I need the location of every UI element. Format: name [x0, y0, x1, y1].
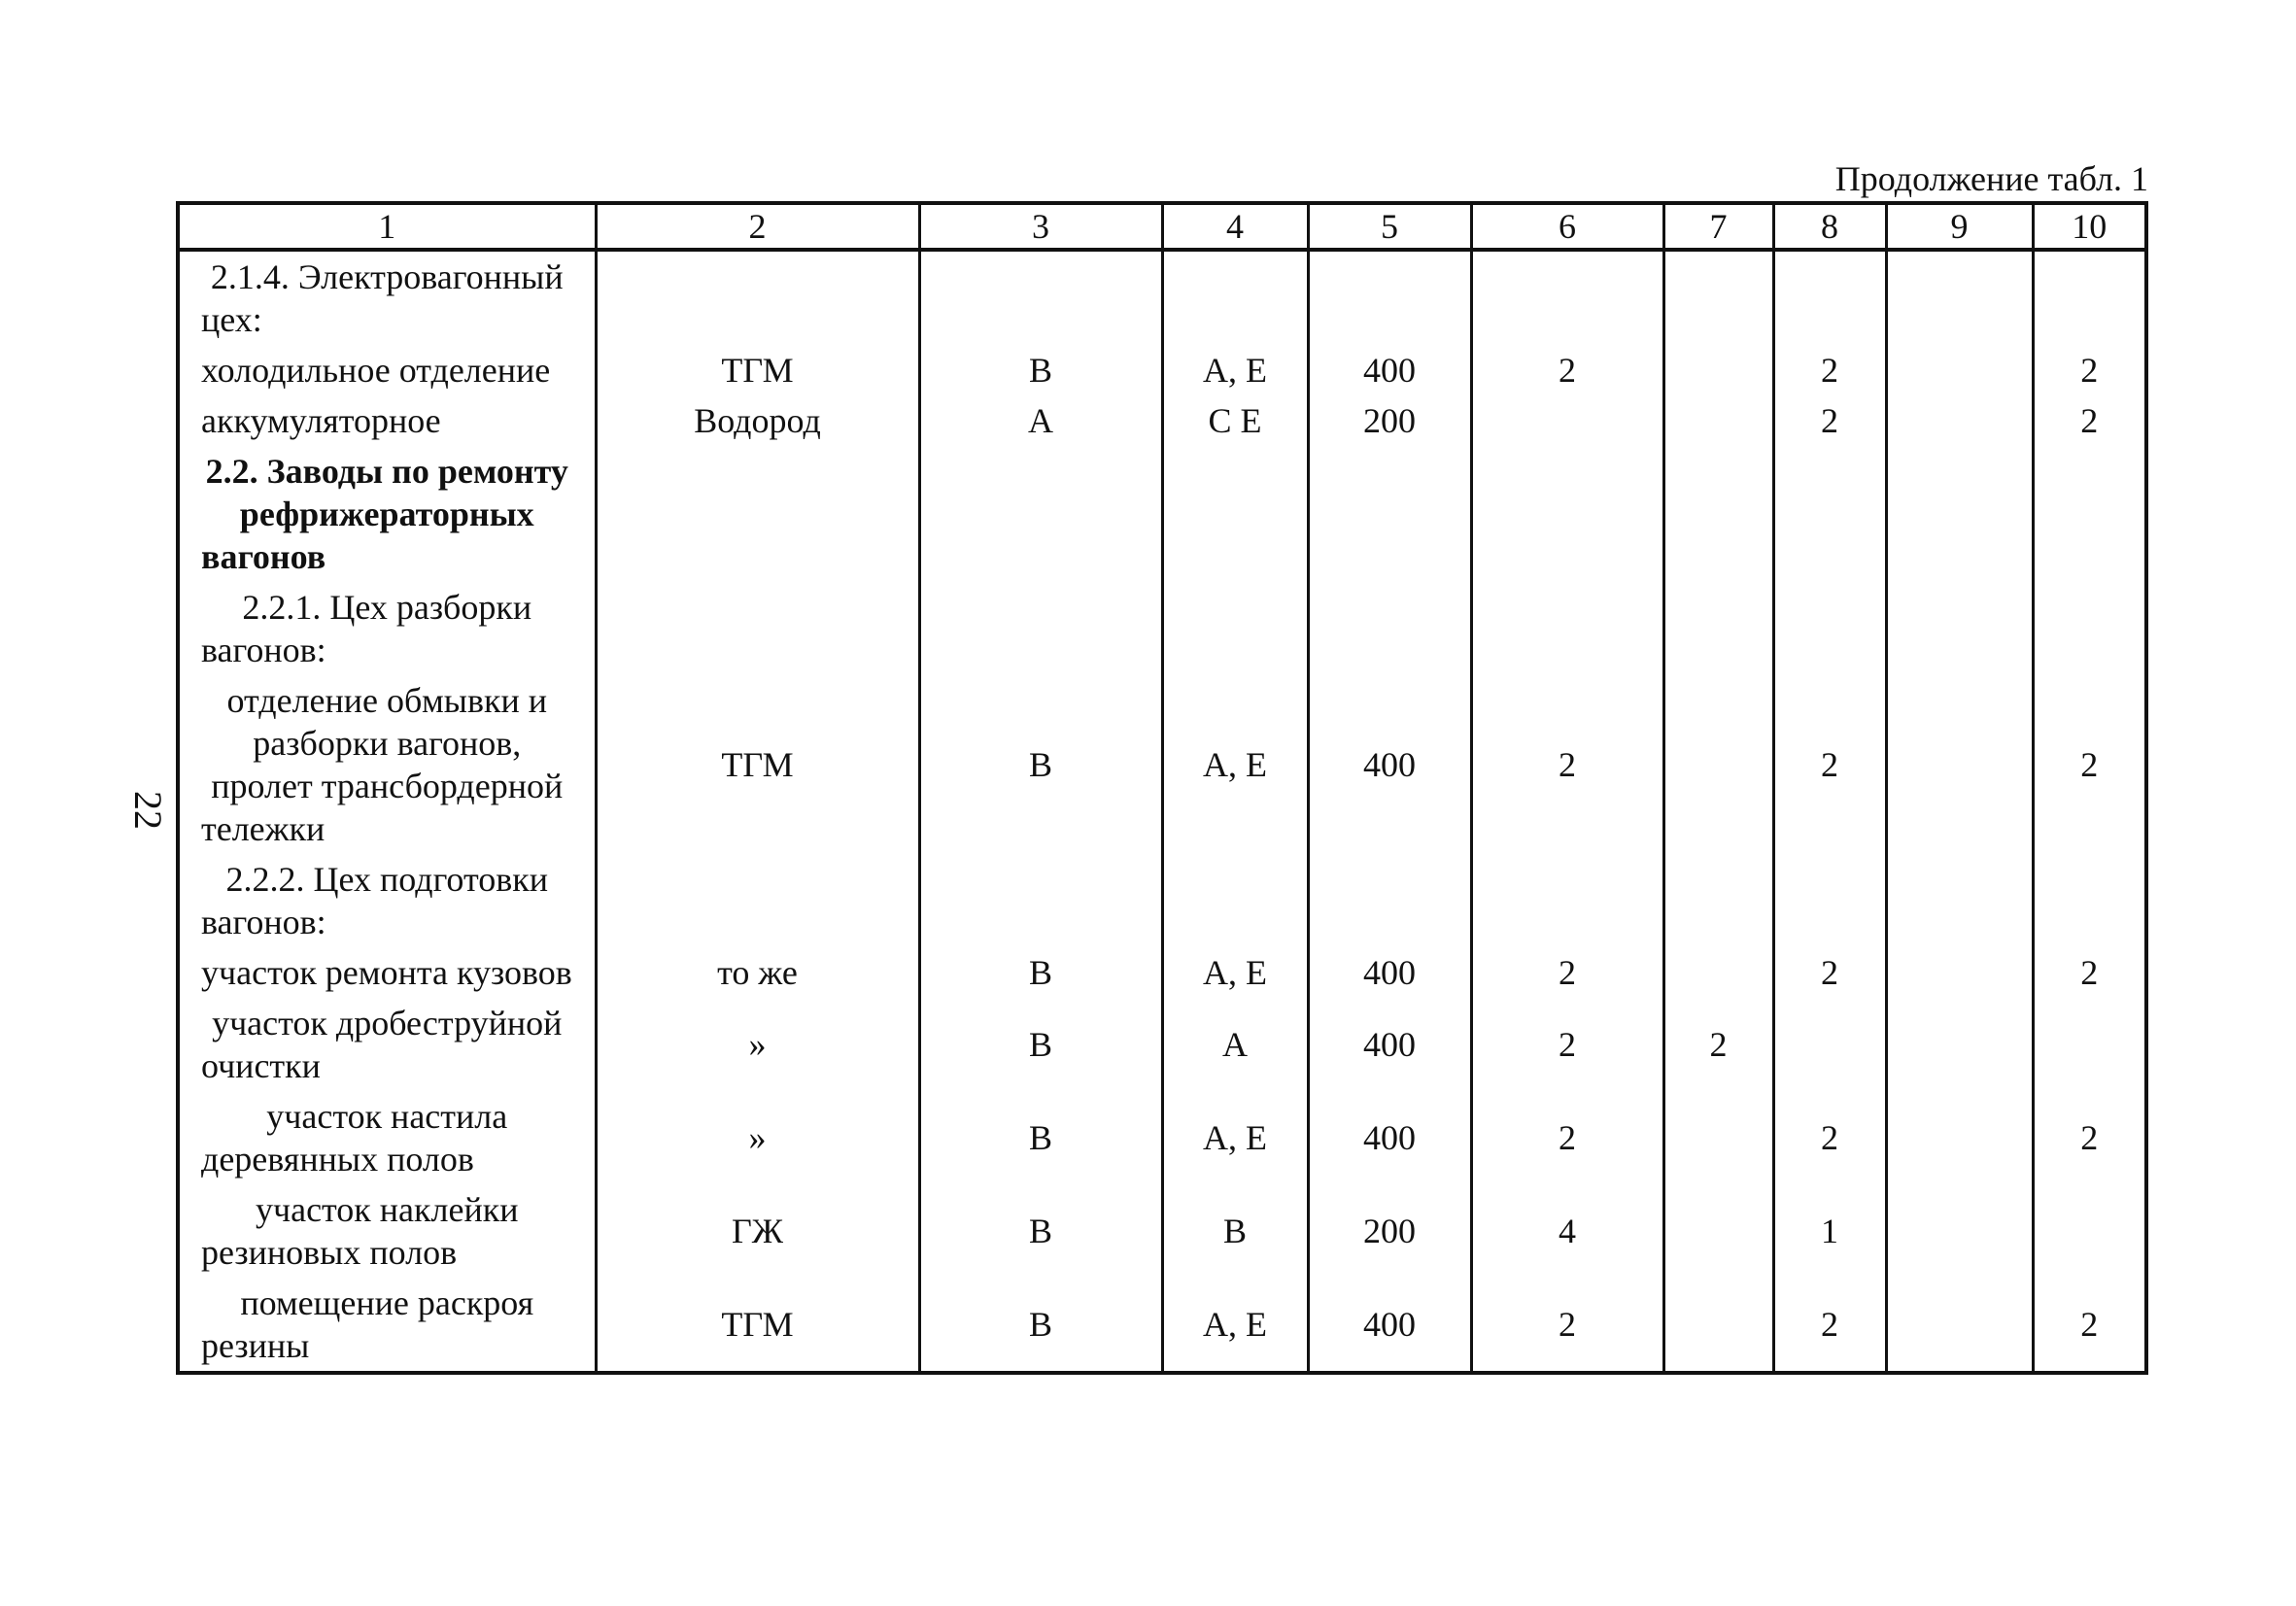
table-row	[178, 345, 2146, 395]
row-name-cell: отделение обмывки и разборки вагонов, пролет трансбордерной тележки	[178, 675, 596, 854]
table-row	[178, 675, 2146, 854]
cell-col-6: 2	[1471, 1091, 1663, 1184]
cell-col-2: ТГМ	[596, 675, 919, 854]
cell-col-10: 2	[2033, 395, 2146, 446]
row-name-cell: участок наклейки резиновых полов	[178, 1184, 596, 1278]
cell-col-9	[1886, 998, 2033, 1091]
table-row	[178, 947, 2146, 998]
cell-col-10: 2	[2033, 1091, 2146, 1184]
cell-col-8	[1773, 582, 1886, 675]
table-row	[178, 854, 2146, 947]
cell-col-2: то же	[596, 947, 919, 998]
cell-col-7: 2	[1663, 998, 1773, 1091]
cell-col-9	[1886, 1278, 2033, 1373]
cell-col-4	[1162, 854, 1308, 947]
page-number: 22	[126, 791, 170, 830]
cell-col-7	[1663, 947, 1773, 998]
cell-col-4: А, Е	[1162, 345, 1308, 395]
cell-col-10	[2033, 582, 2146, 675]
table-row	[178, 250, 2146, 345]
row-name-cell: холодильное отделение	[178, 345, 596, 395]
cell-col-4	[1162, 582, 1308, 675]
cell-col-6	[1471, 395, 1663, 446]
cell-col-9	[1886, 582, 2033, 675]
row-name-cell: аккумуляторное	[178, 395, 596, 446]
cell-col-9	[1886, 345, 2033, 395]
cell-col-5: 400	[1308, 998, 1471, 1091]
cell-col-8: 2	[1773, 675, 1886, 854]
cell-col-6: 2	[1471, 947, 1663, 998]
cell-col-3	[919, 582, 1162, 675]
cell-col-2: ГЖ	[596, 1184, 919, 1278]
cell-col-6: 2	[1471, 1278, 1663, 1373]
cell-col-7	[1663, 675, 1773, 854]
cell-col-2: ТГМ	[596, 345, 919, 395]
cell-col-9	[1886, 854, 2033, 947]
cell-col-6	[1471, 446, 1663, 582]
cell-col-3: А	[919, 395, 1162, 446]
cell-col-6	[1471, 582, 1663, 675]
cell-col-10	[2033, 854, 2146, 947]
cell-col-10: 2	[2033, 1278, 2146, 1373]
cell-col-5: 200	[1308, 395, 1471, 446]
column-header-5: 5	[1308, 203, 1471, 250]
cell-col-10: 2	[2033, 947, 2146, 998]
cell-col-8	[1773, 998, 1886, 1091]
cell-col-3: В	[919, 1091, 1162, 1184]
cell-col-10	[2033, 998, 2146, 1091]
cell-col-9	[1886, 675, 2033, 854]
cell-col-10	[2033, 446, 2146, 582]
column-header-1: 1	[178, 203, 596, 250]
column-header-9: 9	[1886, 203, 2033, 250]
cell-col-10: 2	[2033, 675, 2146, 854]
cell-col-2	[596, 854, 919, 947]
cell-col-4: А, Е	[1162, 947, 1308, 998]
cell-col-8: 2	[1773, 395, 1886, 446]
row-name-cell: 2.2.1. Цех разборки вагонов:	[178, 582, 596, 675]
cell-col-10	[2033, 250, 2146, 345]
cell-col-5: 400	[1308, 1278, 1471, 1373]
cell-col-3: В	[919, 675, 1162, 854]
cell-col-3	[919, 854, 1162, 947]
table-body	[178, 250, 2146, 1373]
cell-col-3: В	[919, 947, 1162, 998]
row-name-cell: 2.2. Заводы по ремонту рефрижераторных вагонов	[178, 446, 596, 582]
cell-col-8	[1773, 854, 1886, 947]
cell-col-8: 2	[1773, 345, 1886, 395]
cell-col-5	[1308, 582, 1471, 675]
cell-col-5: 400	[1308, 675, 1471, 854]
cell-col-4	[1162, 446, 1308, 582]
cell-col-3: В	[919, 1278, 1162, 1373]
row-name-cell: помещение раскроя резины	[178, 1278, 596, 1373]
cell-col-9	[1886, 446, 2033, 582]
column-header-2: 2	[596, 203, 919, 250]
table-row	[178, 1278, 2146, 1373]
cell-col-7	[1663, 1278, 1773, 1373]
cell-col-3	[919, 250, 1162, 345]
cell-col-5: 400	[1308, 345, 1471, 395]
cell-col-9	[1886, 1091, 2033, 1184]
cell-col-5: 200	[1308, 1184, 1471, 1278]
cell-col-7	[1663, 1091, 1773, 1184]
cell-col-2: »	[596, 998, 919, 1091]
cell-col-5	[1308, 250, 1471, 345]
cell-col-7	[1663, 250, 1773, 345]
cell-col-5	[1308, 446, 1471, 582]
cell-col-9	[1886, 947, 2033, 998]
column-header-8: 8	[1773, 203, 1886, 250]
cell-col-8: 1	[1773, 1184, 1886, 1278]
cell-col-10	[2033, 1184, 2146, 1278]
table-caption: Продолжение табл. 1	[1834, 159, 2148, 198]
row-name-cell: участок настила деревянных полов	[178, 1091, 596, 1184]
cell-col-7	[1663, 582, 1773, 675]
cell-col-6	[1471, 854, 1663, 947]
table-row	[178, 998, 2146, 1091]
column-header-10: 10	[2033, 203, 2146, 250]
cell-col-2	[596, 250, 919, 345]
cell-col-6: 4	[1471, 1184, 1663, 1278]
cell-col-9	[1886, 395, 2033, 446]
column-header-6: 6	[1471, 203, 1663, 250]
cell-col-4: А, Е	[1162, 675, 1308, 854]
column-header-7: 7	[1663, 203, 1773, 250]
cell-col-7	[1663, 345, 1773, 395]
header-row	[178, 203, 2146, 250]
cell-col-8: 2	[1773, 1091, 1886, 1184]
cell-col-6: 2	[1471, 675, 1663, 854]
cell-col-4: В	[1162, 1184, 1308, 1278]
cell-col-7	[1663, 1184, 1773, 1278]
cell-col-4: С Е	[1162, 395, 1308, 446]
cell-col-3: В	[919, 345, 1162, 395]
cell-col-10: 2	[2033, 345, 2146, 395]
row-name-cell: участок дробеструйной очистки	[178, 998, 596, 1091]
cell-col-6	[1471, 250, 1663, 345]
cell-col-2: ТГМ	[596, 1278, 919, 1373]
cell-col-2: Водород	[596, 395, 919, 446]
cell-col-9	[1886, 1184, 2033, 1278]
table-row	[178, 395, 2146, 446]
cell-col-2: »	[596, 1091, 919, 1184]
cell-col-5: 400	[1308, 947, 1471, 998]
cell-col-5: 400	[1308, 1091, 1471, 1184]
cell-col-6: 2	[1471, 345, 1663, 395]
cell-col-4: А	[1162, 998, 1308, 1091]
cell-col-2	[596, 582, 919, 675]
cell-col-2	[596, 446, 919, 582]
cell-col-3: В	[919, 998, 1162, 1091]
cell-col-7	[1663, 854, 1773, 947]
table-row	[178, 1184, 2146, 1278]
cell-col-5	[1308, 854, 1471, 947]
table-row	[178, 1091, 2146, 1184]
cell-col-4: А, Е	[1162, 1091, 1308, 1184]
row-name-cell: 2.1.4. Электровагонный цех:	[178, 250, 596, 345]
cell-col-4	[1162, 250, 1308, 345]
cell-col-3: В	[919, 1184, 1162, 1278]
cell-col-4: А, Е	[1162, 1278, 1308, 1373]
cell-col-7	[1663, 446, 1773, 582]
cell-col-9	[1886, 250, 2033, 345]
cell-col-8: 2	[1773, 1278, 1886, 1373]
table-row	[178, 446, 2146, 582]
cell-col-8	[1773, 250, 1886, 345]
cell-col-7	[1663, 395, 1773, 446]
row-name-cell: 2.2.2. Цех подготовки вагонов:	[178, 854, 596, 947]
cell-col-8	[1773, 446, 1886, 582]
cell-col-8: 2	[1773, 947, 1886, 998]
table-row	[178, 582, 2146, 675]
cell-col-6: 2	[1471, 998, 1663, 1091]
cell-col-3	[919, 446, 1162, 582]
row-name-cell: участок ремонта кузовов	[178, 947, 596, 998]
column-header-4: 4	[1162, 203, 1308, 250]
column-header-3: 3	[919, 203, 1162, 250]
data-table	[176, 201, 2148, 1375]
